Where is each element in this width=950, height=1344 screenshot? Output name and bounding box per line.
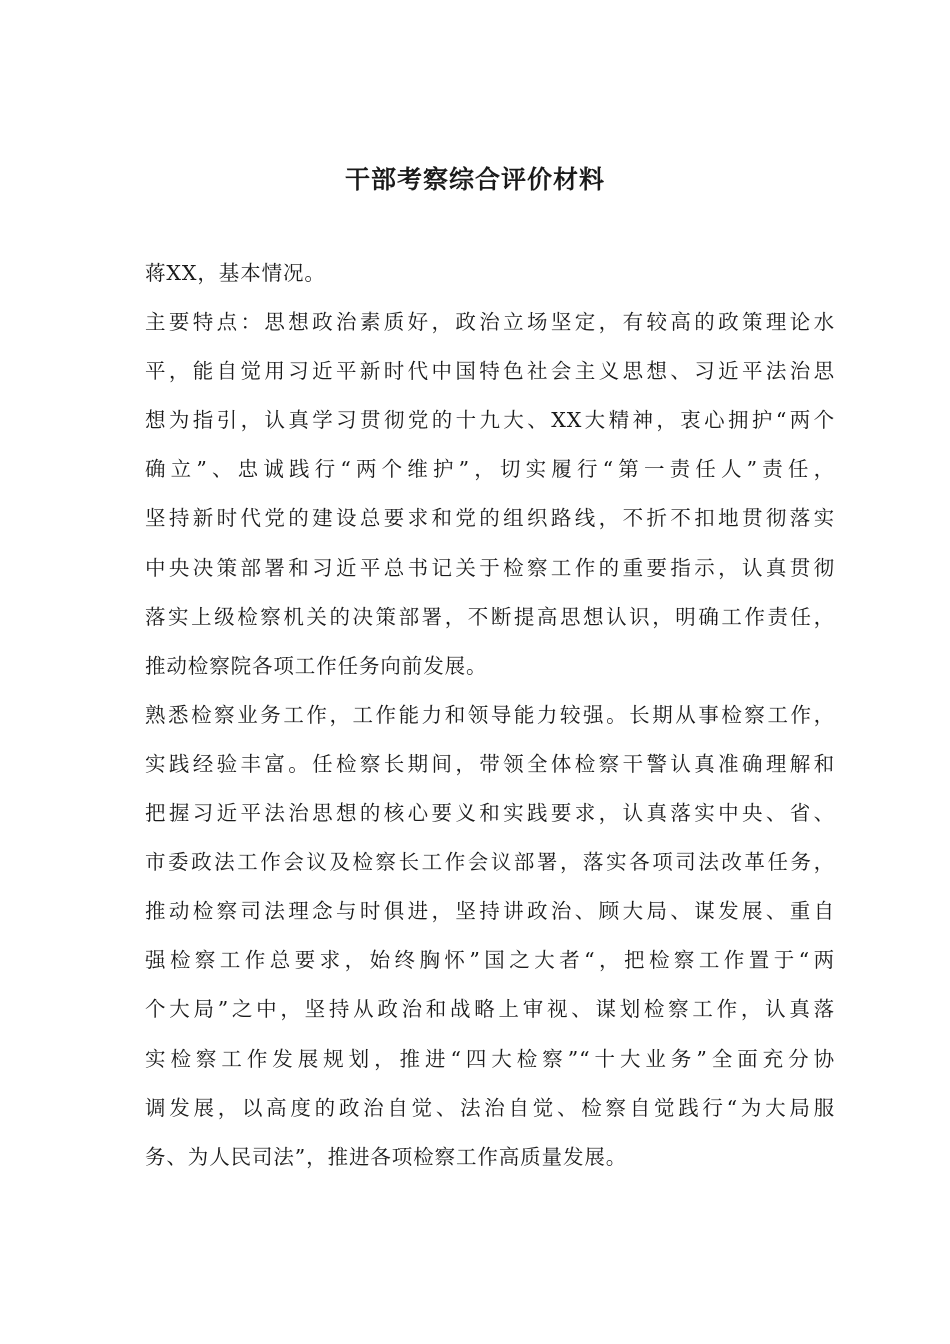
paragraph-line: 中央决策部署和习近平总书记关于检察工作的重要指示，认真贯彻 xyxy=(145,555,835,580)
paragraph-line: 个大局”之中，坚持从政治和战略上审视、谋划检察工作，认真落 xyxy=(145,997,835,1022)
paragraph-line: 把握习近平法治思想的核心要义和实践要求，认真落实中央、省、 xyxy=(145,801,835,826)
paragraph-line: 坚持新时代党的建设总要求和党的组织路线，不折不扣地贯彻落实 xyxy=(145,506,835,531)
paragraph-line: 推动检察院各项工作任务向前发展。 xyxy=(145,653,488,678)
paragraph-line: 务、为人民司法”，推进各项检察工作高质量发展。 xyxy=(145,1144,628,1169)
document-title: 干部考察综合评价材料 xyxy=(344,165,605,194)
paragraph-line: 市委政法工作会议及检察长工作会议部署，落实各项司法改革任务， xyxy=(145,850,835,875)
paragraph-line: 平，能自觉用习近平新时代中国特色社会主义思想、习近平法治思 xyxy=(145,359,835,384)
paragraph-line: 强检察工作总要求，始终胸怀”国之大者“，把检察工作置于“两 xyxy=(145,948,835,973)
paragraph-line: 主要特点：思想政治素质好，政治立场坚定，有较高的政策理论水 xyxy=(145,310,835,335)
paragraph-line: 蒋XX，基本情况。 xyxy=(145,261,326,285)
paragraph-line: 实检察工作发展规划，推进“四大检察”“十大业务”全面充分协 xyxy=(145,1046,835,1071)
document-body xyxy=(145,249,835,1182)
paragraph-line: 想为指引，认真学习贯彻党的十九大、XX大精神，衷心拥护“两个 xyxy=(145,408,835,433)
paragraph-line: 落实上级检察机关的决策部署，不断提高思想认识，明确工作责任， xyxy=(145,604,835,629)
paragraph-line: 确立”、忠诚践行“两个维护”，切实履行“第一责任人”责任， xyxy=(145,457,835,482)
paragraph-line: 调发展，以高度的政治自觉、法治自觉、检察自觉践行“为大局服 xyxy=(145,1095,835,1120)
paragraph-line: 实践经验丰富。任检察长期间，带领全体检察干警认真准确理解和 xyxy=(145,751,835,776)
paragraph-line: 熟悉检察业务工作，工作能力和领导能力较强。长期从事检察工作， xyxy=(145,702,835,727)
paragraph-line: 推动检察司法理念与时俱进，坚持讲政治、顾大局、谋发展、重自 xyxy=(145,899,835,924)
